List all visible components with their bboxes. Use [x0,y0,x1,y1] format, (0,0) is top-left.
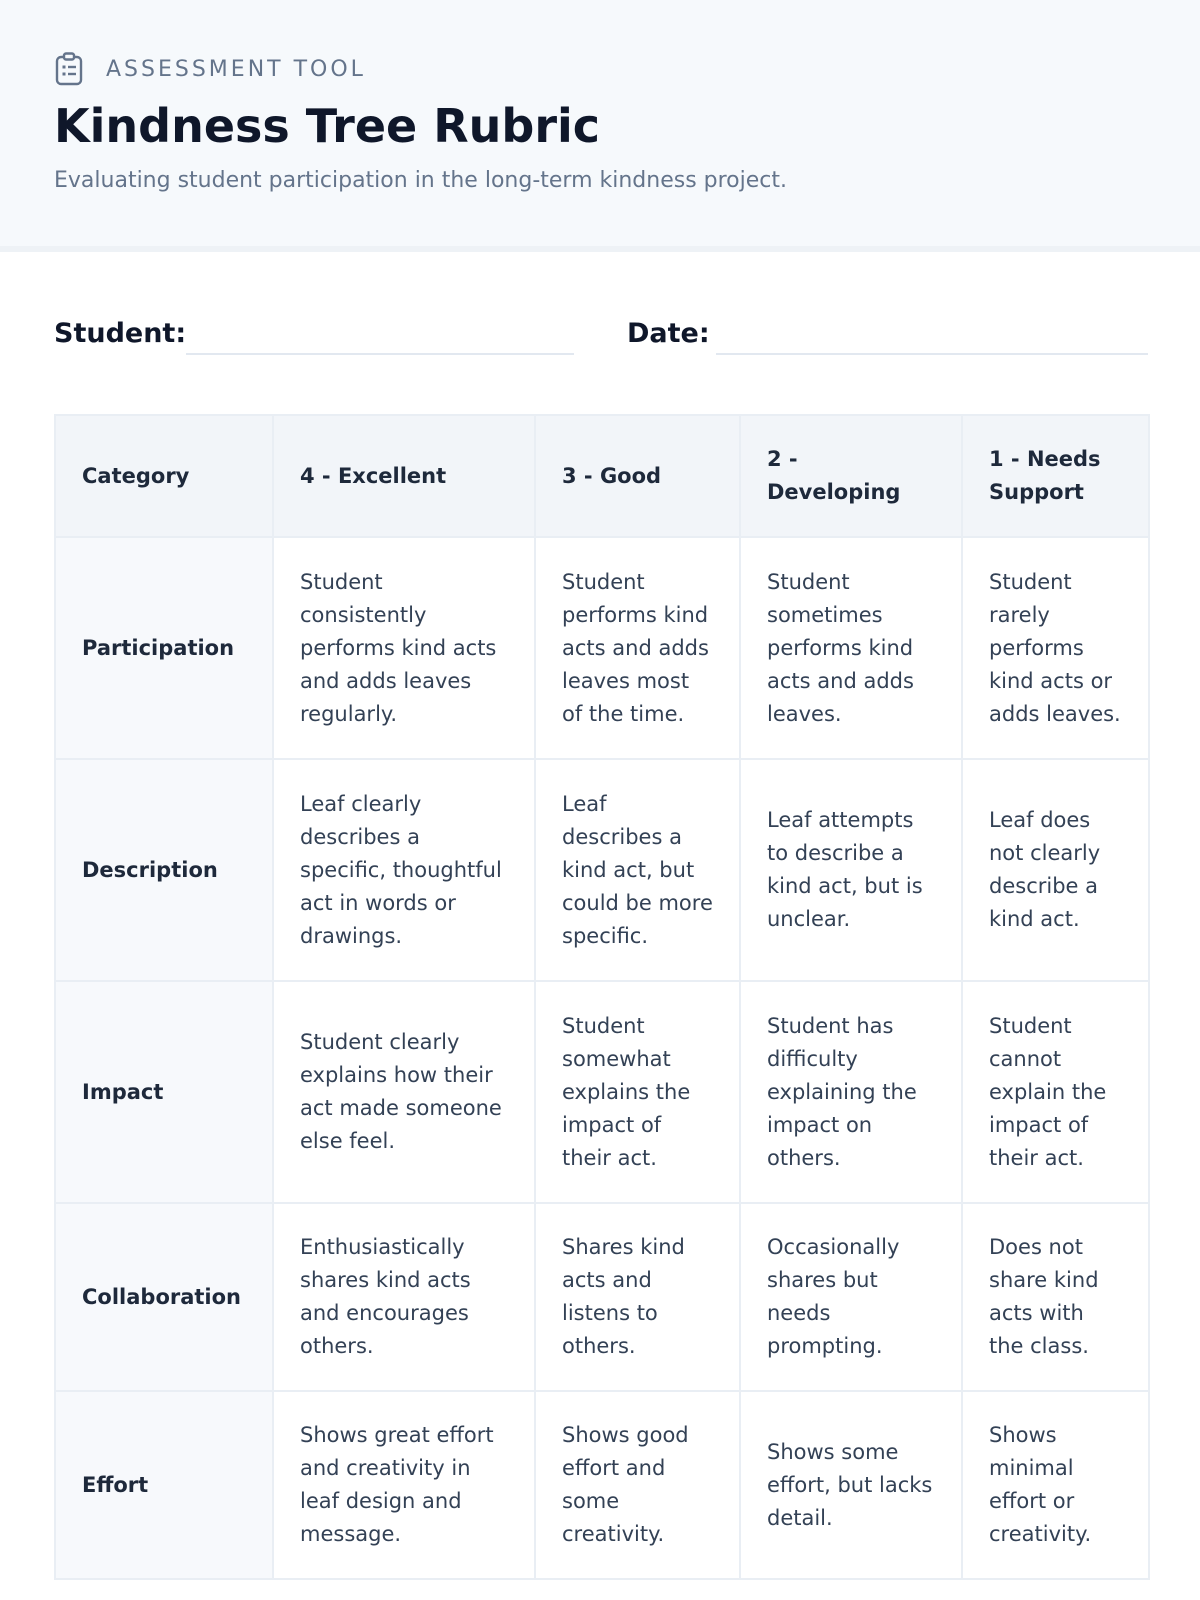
page-title: Kindness Tree Rubric [54,99,601,153]
criteria-cell: Occasionally shares but needs prompting. [740,1203,962,1391]
category-cell: Collaboration [55,1203,273,1391]
rubric-table [54,414,1150,1580]
criteria-cell: Student clearly explains how their act made someone else feel. [273,981,535,1203]
criteria-cell: Shows some effort, but lacks detail. [740,1391,962,1579]
criteria-cell: Student somewhat explains the impact of their act. [535,981,740,1203]
criteria-cell: Student consistently performs kind acts and adds leaves regularly. [273,537,535,759]
criteria-cell: Leaf describes a kind act, but could be more specific. [535,759,740,981]
page-header [0,0,1200,252]
criteria-cell: Student sometimes performs kind acts and adds leaves. [740,537,962,759]
criteria-cell: Shows minimal effort or creativity. [962,1391,1149,1579]
rubric-table-container [54,414,1148,1580]
criteria-cell: Does not share kind acts with the class. [962,1203,1149,1391]
criteria-cell: Enthusiastically shares kind acts and encourages others. [273,1203,535,1391]
category-cell: Participation [55,537,273,759]
criteria-cell: Leaf clearly describes a specific, thoughtful act in words or drawings. [273,759,535,981]
student-field[interactable] [186,353,574,355]
eyebrow-label: ASSESSMENT TOOL [106,56,366,82]
criteria-cell: Student has difficulty explaining the impact on others. [740,981,962,1203]
category-cell: Impact [55,981,273,1203]
table-row [55,1391,1149,1579]
criteria-cell: Shows great effort and creativity in leaf design and message. [273,1391,535,1579]
criteria-cell: Student rarely performs kind acts or adds leaves. [962,537,1149,759]
criteria-cell: Shares kind acts and listens to others. [535,1203,740,1391]
eyebrow [54,52,1146,86]
column-header-excellent: 4 - Excellent [273,415,535,537]
category-cell: Effort [55,1391,273,1579]
criteria-cell: Student cannot explain the impact of their act. [962,981,1149,1203]
criteria-cell: Student performs kind acts and adds leaves most of the time. [535,537,740,759]
table-row [55,759,1149,981]
criteria-cell: Shows good effort and some creativity. [535,1391,740,1579]
student-label: Student: [54,318,187,349]
header-row [55,415,1149,537]
page-subtitle: Evaluating student participation in the long-term kindness project. [54,167,788,193]
date-label: Date: [627,318,710,349]
date-field[interactable] [716,353,1148,355]
table-row [55,981,1149,1203]
criteria-cell: Leaf does not clearly describe a kind act. [962,759,1149,981]
column-header-needs-support: 1 - Needs Support [962,415,1149,537]
column-header-category: Category [55,415,273,537]
column-header-developing: 2 - Developing [740,415,962,537]
table-row [55,537,1149,759]
column-header-good: 3 - Good [535,415,740,537]
clipboard-icon [54,52,84,86]
criteria-cell: Leaf attempts to describe a kind act, but is unclear. [740,759,962,981]
category-cell: Description [55,759,273,981]
table-row [55,1203,1149,1391]
